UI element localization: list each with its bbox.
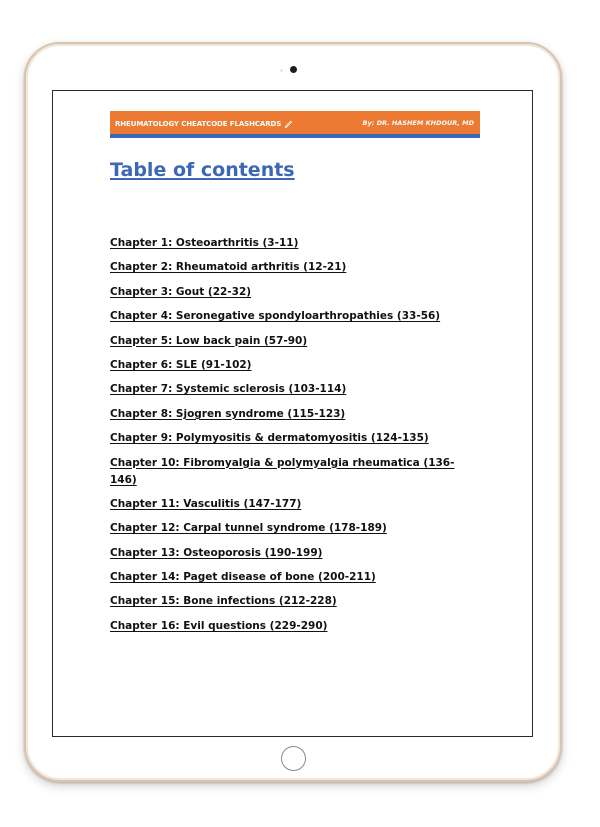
toc-link-chapter-15[interactable]: Chapter 15: Bone infections (212-228)	[110, 595, 337, 608]
document-author: By: DR. HASHEM KHDOUR, MD	[362, 119, 474, 127]
toc-link-chapter-8[interactable]: Chapter 8: Sjogren syndrome (115-123)	[110, 407, 346, 420]
toc-link-chapter-12[interactable]: Chapter 12: Carpal tunnel syndrome (178-189)	[110, 522, 387, 535]
toc-link-chapter-14[interactable]: Chapter 14: Paget disease of bone (200-211)	[110, 571, 376, 584]
toc-link-chapter-1[interactable]: Chapter 1: Osteoarthritis (3-11)	[110, 237, 299, 249]
tablet-screen[interactable]	[52, 90, 533, 737]
toc-link-chapter-6[interactable]: Chapter 6: SLE (91-102)	[110, 358, 252, 371]
tablet-frame	[24, 42, 562, 782]
document-header	[110, 111, 480, 138]
document-header-title	[115, 119, 293, 128]
camera-icon	[290, 66, 297, 73]
pencil-icon	[284, 119, 293, 128]
toc-link-chapter-4[interactable]: Chapter 4: Seronegative spondyloarthropathies (33-56)	[110, 310, 441, 323]
table-of-contents	[110, 235, 480, 642]
toc-link-chapter-13[interactable]: Chapter 13: Osteoporosis (190-199)	[110, 546, 323, 559]
toc-link-chapter-7[interactable]: Chapter 7: Systemic sclerosis (103-114)	[110, 383, 347, 396]
toc-link-chapter-16[interactable]: Chapter 16: Evil questions (229-290)	[110, 619, 328, 632]
toc-link-chapter-2[interactable]: Chapter 2: Rheumatoid arthritis (12-21)	[110, 261, 347, 274]
page-title: Table of contents	[110, 159, 295, 181]
light-sensor	[280, 69, 283, 72]
home-button-icon[interactable]	[281, 746, 306, 771]
toc-link-chapter-10[interactable]: Chapter 10: Fibromyalgia & polymyalgia rheumatica (136-146)	[110, 456, 455, 486]
header-title-text: RHEUMATOLOGY CHEATCODE FLASHCARDS	[115, 119, 282, 128]
header-accent-bar	[110, 134, 480, 138]
toc-link-chapter-11[interactable]: Chapter 11: Vasculitis (147-177)	[110, 497, 302, 510]
toc-link-chapter-5[interactable]: Chapter 5: Low back pain (57-90)	[110, 334, 308, 347]
toc-link-chapter-9[interactable]: Chapter 9: Polymyositis & dermatomyositis (124-135)	[110, 432, 429, 445]
toc-link-chapter-3[interactable]: Chapter 3: Gout (22-32)	[110, 285, 252, 298]
